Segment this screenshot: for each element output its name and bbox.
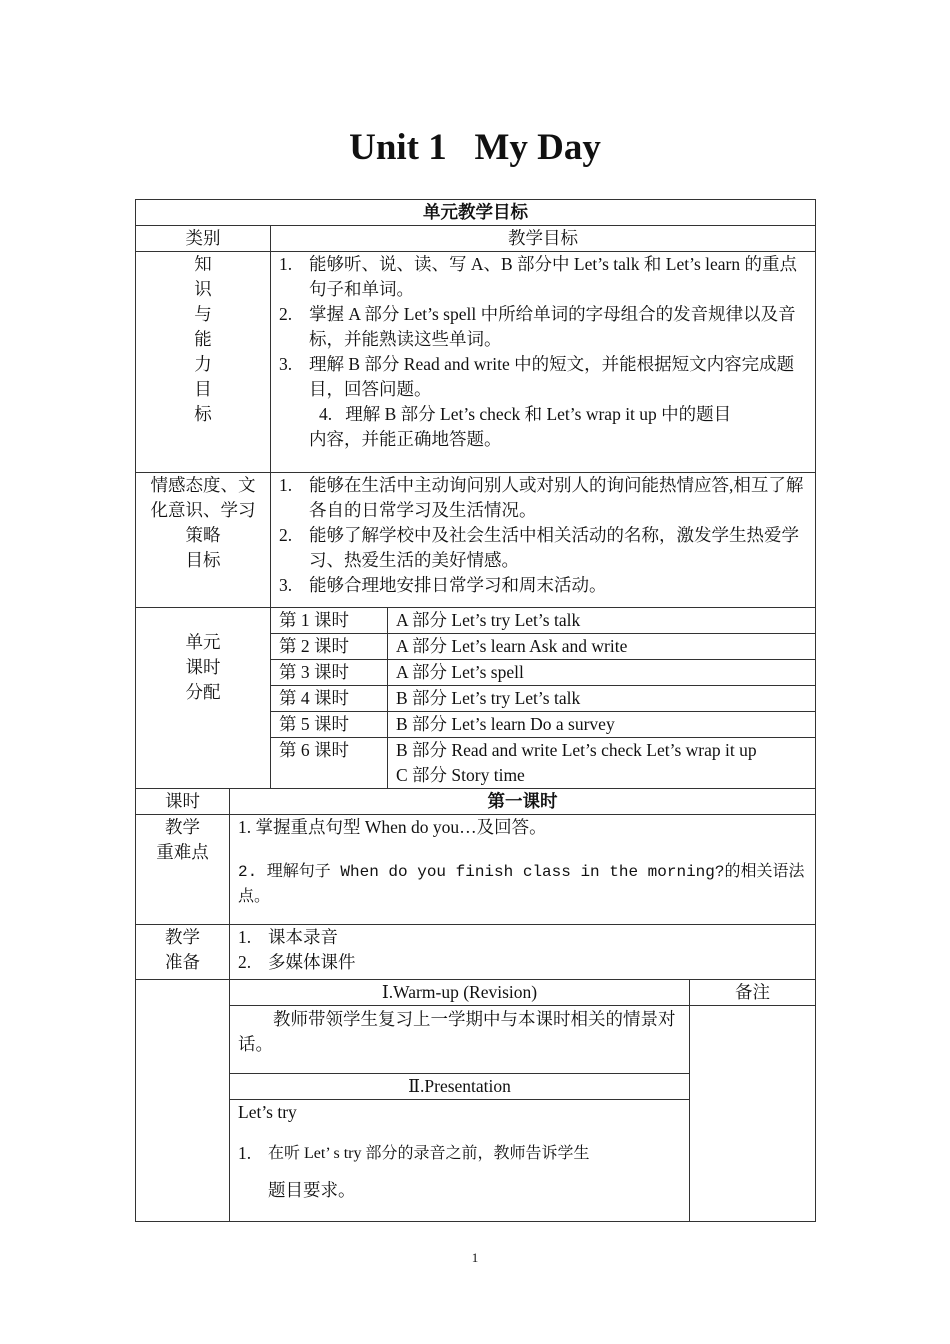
- lesson-number: 第 6 课时: [271, 738, 388, 789]
- presentation-content: [230, 1100, 690, 1222]
- prep-list: [230, 925, 816, 980]
- notes-heading: 备注: [690, 980, 816, 1006]
- lesson-number: 第 1 课时: [271, 608, 388, 634]
- lesson-number: 第 5 课时: [271, 712, 388, 738]
- unit-goals-header: 单元教学目标: [136, 200, 816, 226]
- list-item: 1. 在听 Let’ s try 部分的录音之前，教师告诉学生 题目要求。: [238, 1143, 590, 1200]
- knowledge-goal-label: 知 识 与 能 力 目 标: [136, 252, 271, 473]
- warmup-heading: Ⅰ.Warm-up (Revision): [230, 980, 690, 1006]
- lesson-label: 课时: [136, 789, 230, 815]
- key-points-label: 教学 重难点: [136, 815, 230, 925]
- lets-try-label: Let’s try: [238, 1102, 297, 1122]
- goal-column-header: 教学目标: [271, 226, 816, 252]
- list-item: 1. 能够听、说、读、写 A、B 部分中 Let’s talk 和 Let’s learn 的重点句子和单词。: [279, 254, 798, 299]
- list-item: 2. 掌握 A 部分 Let’s spell 中所给单词的字母组合的发音规律以及音标，并能熟读这些单词。: [279, 304, 796, 349]
- list-item: 2. 多媒体课件: [238, 952, 356, 972]
- key-point: 1. 掌握重点句型 When do you…及回答。: [238, 817, 547, 837]
- lesson-number: 第 3 课时: [271, 660, 388, 686]
- key-point: 2. 理解句子 When do you finish class in the morning?的相关语法点。: [238, 863, 805, 906]
- allocation-label: 单元 课时 分配: [136, 608, 271, 789]
- lesson-value: 第一课时: [230, 789, 816, 815]
- lesson-content: A 部分 Let’s try Let’s talk: [388, 608, 816, 634]
- lesson-content: A 部分 Let’s spell: [388, 660, 816, 686]
- lesson-plan-table: [135, 199, 816, 1222]
- notes-cell: [690, 1006, 816, 1222]
- category-column-header: 类别: [136, 226, 271, 252]
- lesson-number: 第 2 课时: [271, 634, 388, 660]
- procedure-label-cell: [136, 980, 230, 1222]
- lesson-number: 第 4 课时: [271, 686, 388, 712]
- list-item: 3. 能够合理地安排日常学习和周末活动。: [279, 575, 607, 595]
- list-item-continuation: 内容，并能正确地答题。: [309, 429, 502, 449]
- list-item: 2. 能够了解学校中及社会生活中相关活动的名称，激发学生热爱学习、热爱生活的美好情感。: [279, 525, 799, 570]
- knowledge-goal-list: [271, 252, 816, 473]
- presentation-heading: Ⅱ.Presentation: [230, 1074, 690, 1100]
- emotion-goal-list: [271, 473, 816, 608]
- lesson-content: B 部分 Read and write Let’s check Let’s wrap it up C 部分 Story time: [388, 738, 816, 789]
- list-item: 3. 理解 B 部分 Read and write 中的短文，并能根据短文内容完成题目，回答问题。: [279, 354, 795, 399]
- lesson-content: B 部分 Let’s try Let’s talk: [388, 686, 816, 712]
- list-item: 1. 能够在生活中主动询问别人或对别人的询问能热情应答,相互了解各自的日常学习及生活情况。: [279, 475, 804, 520]
- key-points: [230, 815, 816, 925]
- warmup-text: 教师带领学生复习上一学期中与本课时相关的情景对话。: [230, 1006, 690, 1074]
- emotion-goal-label: 情感态度、文 化意识、学习 策略 目标: [136, 473, 271, 608]
- page-title: Unit 1 My Day: [349, 127, 601, 168]
- lesson-content: B 部分 Let’s learn Do a survey: [388, 712, 816, 738]
- page-number: 1: [471, 1250, 479, 1265]
- prep-label: 教学 准备: [136, 925, 230, 980]
- lesson-content: A 部分 Let’s learn Ask and write: [388, 634, 816, 660]
- list-item: 4. 理解 B 部分 Let’s check 和 Let’s wrap it up 中的题目: [319, 404, 732, 424]
- list-item: 1. 课本录音: [238, 927, 338, 947]
